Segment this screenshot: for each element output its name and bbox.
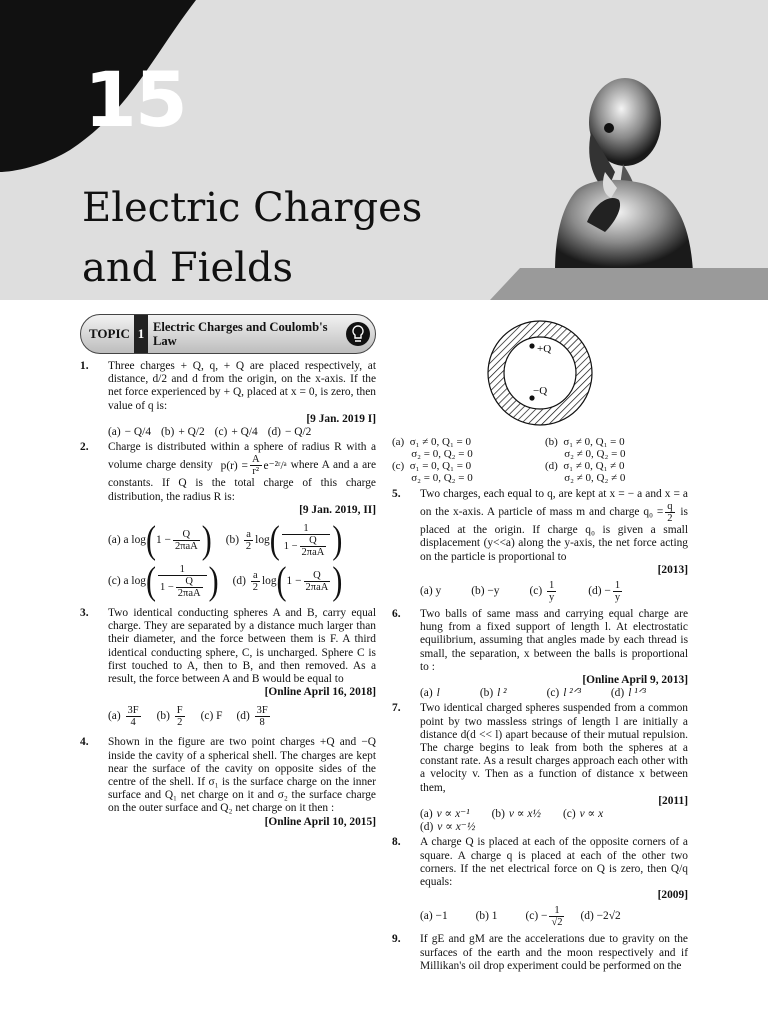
option-a: (a) $\frac{3F}{4}$ [108,705,139,729]
option-c: (c) l ²ᐟ³ [546,687,581,700]
option-b: (b) v ∝ x½ [491,808,541,821]
question-8 [392,836,688,931]
topic-title: Electric Charges and Coulomb's Law [152,320,328,348]
option-b: (b) $\frac{F}{2}$ [156,705,183,729]
option-a: (a) −1 [420,910,448,923]
question-options [108,705,376,728]
option-b: (b) 1 [475,910,498,923]
question-number: 4. [80,736,89,749]
question-options [420,808,688,834]
chapter-number: 15 [84,55,186,144]
options-row-2 [108,559,376,603]
option-d: (d) v ∝ x⁻½ [420,821,476,834]
option-b: (b) + Q/2 [161,426,205,439]
question-options [420,905,688,928]
positive-charge-dot [529,343,534,348]
question-number: 8. [392,836,401,849]
option-c: (c) F [200,710,223,723]
question-number: 3. [80,607,89,620]
question-text: Charge is distributed within a sphere of radius R with a volume charge density [108,441,376,472]
option-a: (a) y [420,584,442,597]
question-text: Two charges, each equal to q, are kept at x = − a and x = a on the x-axis. A particle of mass m and charge [420,488,688,519]
option-d: (d) − Q/2 [267,426,312,439]
option-d: (d) − $\frac{1}{y}$ [588,580,621,604]
question-text: Two balls of same mass and carrying equal charge are hung from a fixed support of length l. At electrostatic equilibrium, assuming that angles made by each thread is small, the separation, x between the balls is proportional to : [420,608,688,673]
question-number: 1. [80,360,89,372]
question-source: [2013] [657,563,688,576]
option-c: (c) $\frac{1}{y}$ [529,580,555,604]
option-d: (d) σ₁ ≠ 0, Q₁ ≠ 0 σ₂ ≠ 0, Q₂ ≠ 0 [545,460,626,484]
option-c: (c) a log ( 1 1 − $\frac{Q}{\text{2πaA}}$ ) [108,559,219,603]
question-4-options [392,436,688,484]
question-options [420,687,688,700]
question-text: If gE and gM are the accelerations due to gravity on the surfaces of the earth and the moon respectively and if Millikan's oil drop experiment could be performed on the [420,933,688,972]
question-source: [9 Jan. 2019 I] [306,412,376,425]
options-row-1 [108,518,376,562]
left-column [80,314,376,831]
option-c: (c) σ₁ = 0, Q₁ = 0 σ₂ = 0, Q₂ = 0 [392,460,473,484]
question-6 [392,608,688,700]
question-options [420,580,688,603]
question-source: [2011] [658,794,688,807]
option-b: (b) σ₁ ≠ 0, Q₁ = 0 σ₂ ≠ 0, Q₂ = 0 [545,436,626,460]
question-text-continued: where A and a are constants. If Q is the total charge of this charge distribution, the radius R is: [108,459,377,503]
topic-label: TOPIC [89,326,130,342]
question-5 [392,488,688,606]
option-a: (a) l [420,687,440,700]
charge-expression: q₀ = $\frac{q}{2}$ [643,501,673,525]
option-b: (b) l ² [479,687,507,700]
question-text: Three charges + Q, q, + Q are placed respectively, at distance, d/2 and d from the origin, on the x-axis. If the net force experienced by + Q, placed at x = 0, is zero, then value of q is: [108,360,376,412]
topic-banner [80,314,376,354]
robot-thinker-image [545,72,695,272]
chapter-header [0,0,768,300]
density-expression: p(r) = $\frac{A}{\text{r²}}$ e⁻²ʳ/ᵃ [220,454,287,478]
question-1 [80,360,376,439]
option-d: (d) $\frac{a}{2}$ log ( 1 − $\frac{Q}{\text{2πaA}}$ ) [232,559,343,603]
option-c: (c) − $\frac{1}{√2}$ [525,905,563,929]
question-9 [392,933,688,973]
option-a: (a) v ∝ x⁻¹ [420,808,470,821]
question-4 [80,736,376,828]
question-number: 7. [392,702,401,715]
option-d: (d) l ¹ᐟ³ [610,687,646,700]
right-column [392,314,688,975]
option-c: (c) v ∝ x [562,808,604,821]
question-number: 2. [80,441,89,454]
chapter-title-line2: and Fields [82,245,294,291]
lightbulb-icon [341,315,375,353]
option-b: (b) $\frac{a}{2}$ log ( 1 1 − $\frac{Q}{\text{2πaA}}$ ) [225,518,343,562]
question-source: [9 Jan. 2019, II] [299,503,376,516]
question-source: [Online April 16, 2018] [264,686,376,699]
question-number: 6. [392,608,401,621]
question-source: [Online April 10, 2015] [264,815,376,828]
option-a: (a) − Q/4 [108,426,152,439]
question-source: [2009] [657,889,688,902]
question-number: 9. [392,933,401,946]
option-a: (a) a log ( 1 − $\frac{Q}{\text{2πaA}}$ ) [108,518,212,562]
question-source: [Online April 9, 2013] [582,674,688,687]
question-text-continued: is placed at the origin. If charge q₀ is given a small displacement (y<<a) along the y-axis, the net force acting on the particle is proportional to [420,506,688,563]
option-c: (c) + Q/4 [214,426,258,439]
question-text: Shown in the figure are two point charges +Q and −Q inside the cavity of a spherical shell. The charges are kept near the surface of the cavity on opposite sides of the centre of the shell. If σ₁ is the surface charge on the inner surface and Q₁ net charge on it and σ₂ the surface charge on the outer surface and Q₂ net charge on it then : [108,736,376,815]
header-stripe [0,268,768,300]
question-2 [80,441,376,605]
question-text: Two identical conducting spheres A and B, carry equal charge. They are separated by a distance much larger than their diameter, and the force between them is F. A third identical conducting sphere, C, is uncharged. Sphere C is first touched to A, then to B, and then removed. As a result, the force between A and B would be equal to [108,607,376,686]
question-3 [80,607,376,734]
question-options [108,426,376,439]
question-text: Two identical charged spheres suspended from a common point by two massless strings of length l are initially a distance d(d << l) apart because of their mutual repulsion. The charge begins to leak from both the spheres at a constant rate. As a result charges approach each other with a velocity v. Then as a function of distance x between them, [420,702,688,794]
chapter-title-line1: Electric Charges [82,185,423,231]
option-b: (b) −y [471,584,500,597]
option-d: (d) −2√2 [580,910,621,923]
negative-charge-label: −Q [533,385,548,397]
topic-number: 1 [134,315,148,353]
question-7 [392,702,688,834]
question-text: A charge Q is placed at each of the opposite corners of a square. A charge q is placed at each of the other two corners. If the net electrical force on Q is zero, then Q/q equals: [420,836,688,889]
question-number: 5. [392,488,401,500]
positive-charge-label: +Q [537,343,552,355]
option-d: (d) $\frac{3F}{8}$ [236,705,268,729]
option-a: (a) σ₁ ≠ 0, Q₁ = 0 σ₂ = 0, Q₂ = 0 [392,436,473,460]
spherical-shell-figure [485,318,595,428]
